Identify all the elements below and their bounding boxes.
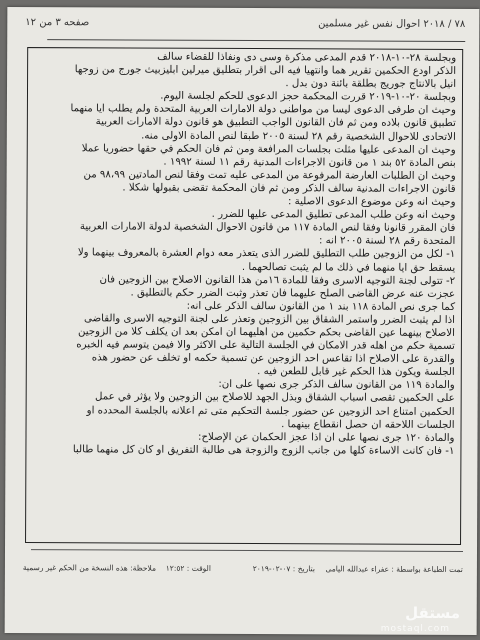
body-line: انيل بالانتاج جوريج بطلقة بائنة دون بدل .: [285, 78, 457, 91]
body-line: وبجلسة ٢٠-١٠-٢٠١٩ قررت المحكمة حجز الدعوى للحكم لجلسة اليوم.: [160, 90, 457, 104]
page-footer: [23, 547, 463, 579]
body-line: وحيث ان طرفى الدعوى ليسا من مواطنى دولة الامارات العربية المتحدة ولم يطلب ايا منهما: [70, 103, 456, 117]
body-line: المتحدة رقم ٢٨ لسنة ٢٠٠٥ انه :: [318, 235, 456, 248]
body-line: الحكمين امتناع احد الزوجين عن حضور جلسة التحكيم متى تم اعلانه بالجلسة المحدده او: [86, 404, 455, 418]
body-line: بنص المادة ٥٢ بند ١ من قانون الاجراءات المدنية رقم ١١ لسنة ١٩٩٢ .: [163, 156, 456, 169]
body-line: والمادة ١١٩ من القانون سالف الذكر جرى نصها على ان:: [218, 379, 455, 392]
header-divider: [47, 39, 465, 42]
watermark-latin: mostaql.com: [380, 624, 450, 634]
body-line: ١- لكل من الزوجين طلب التطليق للضرر الذى يتعذر معه دوام العشرة بالمعروف بينهما ولا: [77, 247, 456, 261]
judgment-text-frame: [25, 47, 463, 545]
case-reference: ٧٨ / ٢٠١٨ احوال نفس غير مسلمين: [318, 18, 466, 30]
body-line: والمادة ١٢٠ جرى نصها على ان اذا عجز الحكمان عن الإصلاح:: [198, 431, 455, 444]
watermark-logo: [380, 604, 464, 638]
body-line: ١- فان كانت الاساءة كلها من جانب الزوج والزوجة هى طالبة التفريق او كان كل منهما طالبا: [72, 444, 455, 457]
page-header: [25, 17, 465, 37]
body-line: يسقط حق ايا منهما في ذلك ما لم يثبت تصالحهما .: [241, 261, 456, 274]
body-line: كما جرى نص المادة ١١٨ بند ١ من القانون سالف الذكر على انه:: [186, 300, 456, 313]
body-line: تسمية حكم من اهله قدر الامكان في الجلسة التالية على الاكثر والا فيمن يتوسم فيه الخبره: [76, 339, 455, 352]
unofficial-copy-note: ملاحظة: هذه النسخة من الحكم غير رسمية: [22, 563, 157, 573]
body-line: اذا لم يثبت الضرر واستمر الشقاق بين الزوجين وتعذر على لجنة التوجيه الاسرى والقاضى: [83, 313, 456, 326]
footer-divider: [31, 549, 463, 552]
body-line: وحيث انه وعن موضوع الدعوى الاصلية :: [287, 196, 456, 208]
print-time: الوقت : ١٢:٥٢: [165, 563, 211, 573]
body-line: على الحكمين تقصى اسباب الشقاق وبذل الجهد للاصلاح بين الزوجين ولا يؤثر في عمل: [94, 391, 455, 405]
body-line: عجزت عنه عرض القاضى الصلح عليهما فان تعذر وثبت الضرر حكم بالتطليق .: [130, 287, 456, 300]
body-line: الجلسة ويكون هذا الحكم غير قابل للطعن فيه .: [257, 366, 455, 379]
body-line: وحيث ان المدعى عليها مثلت بجلسات المرافعة ومن ثم فان الحكم في حقها حضوريا عملا: [81, 142, 456, 156]
body-line: الجلسات اللاحقه ان حصل انقطاع بينهما .: [281, 418, 455, 431]
body-line: فان المقرر قانونا وفقا لنص المادة ١١٧ من قانون الاحوال الشخصية لدولة الامارات العربية: [79, 221, 456, 235]
watermark-arabic: مستقل: [405, 604, 460, 622]
print-date: بتاريخ : ٠٧-٠٢-٢٠١٩: [252, 564, 315, 574]
body-line: الاصلاح بينهما عين القاضى بحكم حكمين من اهليهما ان امكن بعد ان يكلف كلا من الزوجين: [77, 326, 455, 339]
body-line: والقدرة على الاصلاح اذا تقاعس احد الزوجين عن تسمية حكمه او تخلف عن حضور هذه: [91, 352, 455, 366]
body-line: الاتحادى للاحوال الشخصية رقم ٢٨ لسنة ٢٠٠٥ طبقا لنص المادة الاولى منه.: [141, 130, 456, 143]
page-number: صفحه ٣ من ١٢: [25, 17, 90, 29]
body-line: وحيث انه وعن طلب المدعى تطليق المدعى عليها للضرر .: [211, 208, 456, 222]
body-line: تطبيق قانون بلاده ومن ثم فان القانون الواجب التطبيق هو قانون دولة الامارات العربية: [95, 116, 456, 130]
body-line: وحيث ان الطلبات العارضة المرفوعة من المدعى عليه تمت وفقا لنص المادتين ٩٨،٩٩ من: [83, 169, 456, 182]
body-line: الذكر اودع الحكمين تقرير هما وانتهيا فيه الى اقرار بتطليق ميرلين ابليزبيث جورج من زوجها: [74, 64, 457, 78]
body-line: وبجلسة ٢٨-١٠-٢٠١٨ قدم المدعى مذكرة وسى دى ونفاذا للقضاء سالف: [157, 51, 457, 64]
document-page: [5, 7, 480, 635]
body-line: قانون الاجراءات المدنية سالف الذكر ومن ثم فان المحكمة تقضى بقبولها شكلا .: [122, 182, 456, 195]
typist-info: تمت الطباعة بواسطة : عفراء عبدالله اليامى: [325, 564, 463, 574]
body-line: ٢- تتولى لجنة التوجيه الاسرى وفقا للمادة ١٦من هذا القانون الاصلاح بين الزوجين فان: [99, 273, 456, 287]
